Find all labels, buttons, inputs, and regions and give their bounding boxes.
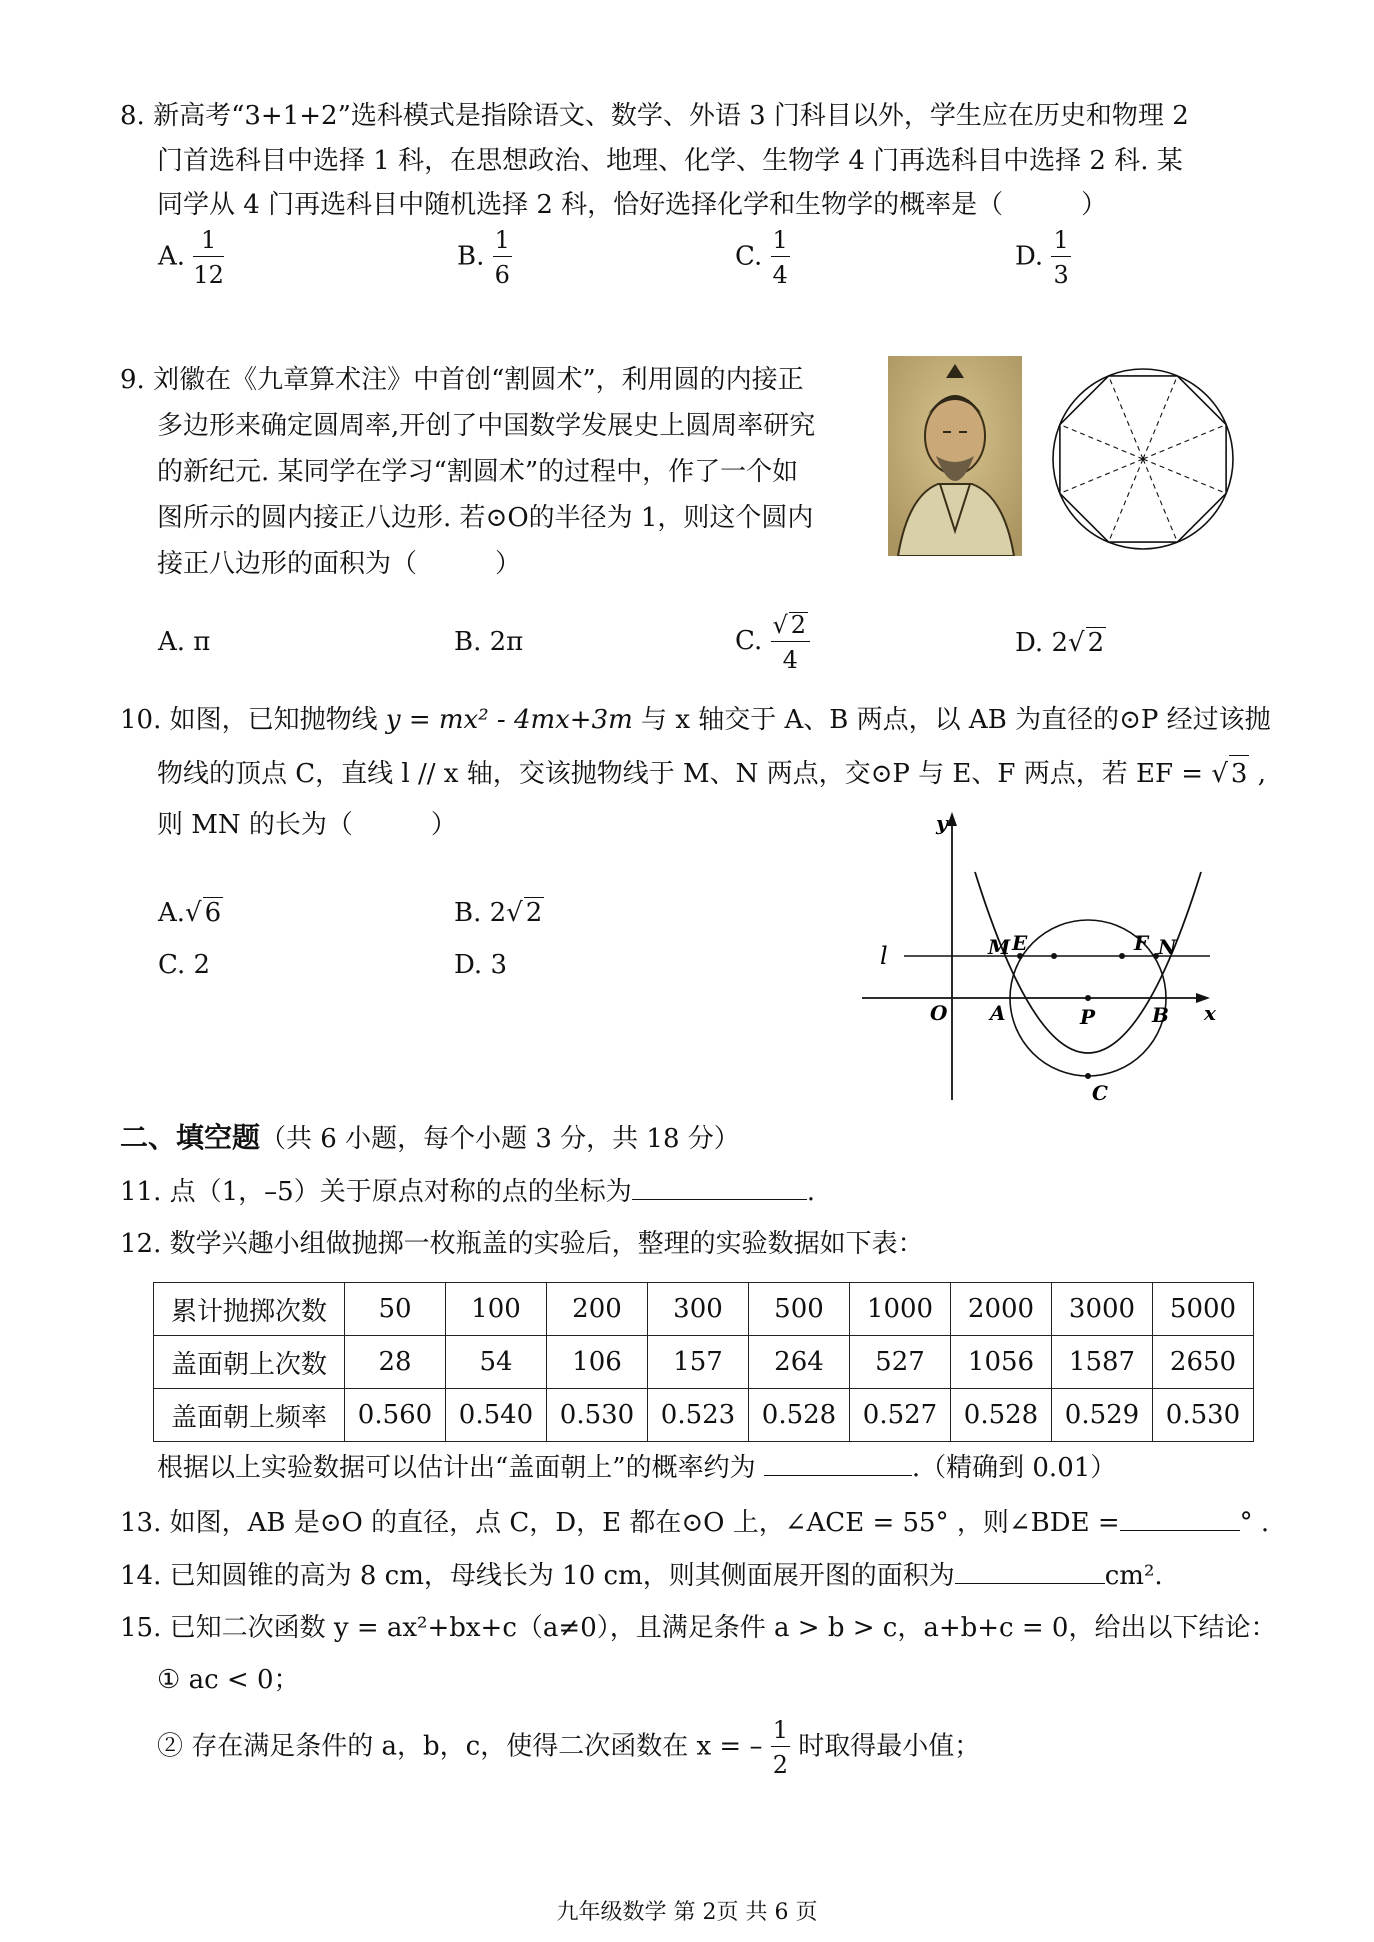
q9-line3: 的新纪元. 某同学在学习“割圆术”的过程中，作了一个如 [157, 457, 799, 487]
section-2-header [120, 1120, 740, 1157]
q15: 15. 已知二次函数 y = ax²+bx+c（a≠0），且满足条件 a > b > c，a+b+c = 0，给出以下结论： [120, 1613, 1277, 1643]
section-2-title: 二、填空题 [120, 1121, 261, 1154]
page-footer: 九年级数学 第 2页 共 6 页 [556, 1900, 818, 1925]
fig-label-o: O [930, 1001, 948, 1025]
experiment-table [153, 1282, 1254, 1442]
q8-option-d-fraction: $\frac{1}{3}$ [1053, 226, 1069, 289]
table-row: 盖面朝上次数 28 54 106 157 264 527 1056 1587 2650 [154, 1336, 1254, 1389]
q8-option-a: A. $\frac{1}{12}$ [158, 226, 224, 289]
q8-text-1: 新高考“3+1+2”选科模式是指除语文、数学、外语 3 门科目以外，学生应在历史和物理 2 [153, 101, 1189, 131]
q12: 12. 数学兴趣小组做抛掷一枚瓶盖的实验后，整理的实验数据如下表： [120, 1229, 924, 1259]
q13: 13. 如图，AB 是⊙O 的直径，点 C，D，E 都在⊙O 上，∠ACE = 55° ，则∠BDE = ° . [120, 1508, 1270, 1538]
q9-option-b: B. 2π [454, 627, 524, 657]
fig-label-m: M [988, 935, 1011, 959]
fig-label-e: E [1012, 931, 1028, 955]
q10-line1: 10. 如图，已知抛物线 y = mx² - 4mx+3m 与 x 轴交于 A、B 两点，以 AB 为直径的⊙P 经过该抛 [120, 705, 1271, 735]
q10-option-c: C. 2 [158, 950, 211, 980]
q8-line1 [120, 98, 1189, 134]
section-2-note: （共 6 小题，每个小题 3 分，共 18 分） [260, 1124, 740, 1154]
q8-number: 8. [120, 101, 145, 131]
octagon-circle-figure [1046, 362, 1240, 556]
q10-option-a: A.√ 6 [158, 898, 222, 928]
q15-conclusion-1: ① ac < 0； [157, 1665, 300, 1695]
q9-number: 9. [120, 365, 145, 395]
q8-line3: 同学从 4 门再选科目中随机选择 2 科，恰好选择化学和生物学的概率是（ ） [157, 190, 1108, 220]
q10-option-b: B. 2√ 2 [454, 898, 543, 928]
q8-option-b-fraction: $\frac{1}{6}$ [494, 226, 510, 289]
q12-answer-blank [764, 1475, 912, 1476]
q8-option-c-fraction: $\frac{1}{4}$ [772, 226, 788, 289]
q13-answer-blank [1120, 1530, 1240, 1531]
fig-label-n: N [1158, 935, 1177, 959]
q8-option-c: C. $\frac{1}{4}$ [735, 226, 788, 289]
q9-option-c: C. $\frac{√ 2}{4}$ [735, 612, 810, 672]
table-row: 累计抛掷次数 50 100 200 300 500 1000 2000 3000 5000 [154, 1283, 1254, 1336]
q9-line5: 接正八边形的面积为（ ） [157, 549, 522, 579]
parabola-circle-figure [860, 808, 1230, 1108]
fig-label-x: x [1204, 1001, 1216, 1025]
q10-number: 10. [120, 705, 162, 735]
q15-conclusion-2: ② 存在满足条件的 a，b，c，使得二次函数在 x = – $\frac{1}{2}$ 时取得最小值； [157, 1716, 981, 1779]
q8-option-b: B. $\frac{1}{6}$ [457, 226, 510, 289]
q9-line4: 图所示的圆内接正八边形. 若⊙O的半径为 1，则这个圆内 [157, 503, 814, 533]
q14-answer-blank [955, 1583, 1105, 1584]
q12-after: 根据以上实验数据可以估计出“盖面朝上”的概率约为 .（精确到 0.01） [157, 1453, 1117, 1483]
fig-label-f: F [1134, 931, 1149, 955]
q11-answer-blank [632, 1199, 807, 1200]
q8-option-a-fraction: $\frac{1}{12}$ [193, 226, 224, 289]
q9-option-d: D. 2√ 2 [1015, 628, 1105, 658]
q8-line2: 门首选科目中选择 1 科，在思想政治、地理、化学、生物学 4 门再选科目中选择 2 科. 某 [157, 146, 1183, 176]
fig-label-c: C [1092, 1081, 1108, 1105]
fig-label-p: P [1080, 1005, 1096, 1029]
fig-label-y: y [936, 811, 948, 835]
q10-line2: 物线的顶点 C，直线 l // x 轴，交该抛物线于 M、N 两点，交⊙P 与 E、F 两点，若 EF = √ 3 , [157, 755, 1266, 792]
fig-label-a: A [990, 1001, 1006, 1025]
q9-line2: 多边形来确定圆周率,开创了中国数学发展史上圆周率研究 [157, 411, 816, 441]
q8-option-d: D. $\frac{1}{3}$ [1015, 226, 1069, 289]
q9-option-a: A. π [158, 627, 211, 657]
table-row: 盖面朝上频率 0.560 0.540 0.530 0.523 0.528 0.527 0.528 0.529 0.530 [154, 1389, 1254, 1442]
q10-option-d: D. 3 [454, 950, 507, 980]
liu-hui-portrait [888, 356, 1022, 556]
q11: 11. 点（1，–5）关于原点对称的点的坐标为 . [120, 1177, 815, 1207]
q14: 14. 已知圆锥的高为 8 cm，母线长为 10 cm，则其侧面展开图的面积为 cm². [120, 1561, 1163, 1591]
fig-label-l: l [880, 942, 888, 970]
fig-label-b: B [1152, 1003, 1169, 1027]
q9-line1: 9. 刘徽在《九章算术注》中首创“割圆术”，利用圆的内接正 [120, 365, 804, 395]
q10-line3: 则 MN 的长为（ ） [157, 810, 457, 840]
